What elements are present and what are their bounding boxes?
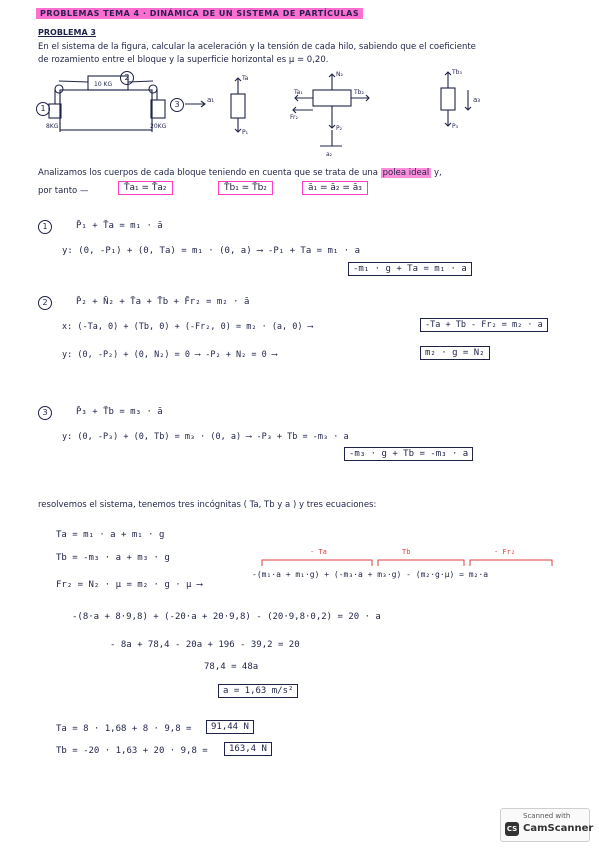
fbd-ta1-label: Ta₁ (294, 89, 303, 96)
block-2-y-eq: y: (0, -P₂) + (0, N₂) = 0 ⟶ -P₂ + N₂ = 0 ⟶ (62, 350, 277, 360)
analysis-line-2: por tanto — (38, 186, 89, 196)
solve-expanded-eq: - 8a + 78,4 - 20a + 196 - 39,2 = 20 (110, 640, 300, 650)
solve-ta-expr: Ta = m₁ · a + m₁ · g (56, 530, 165, 540)
block-1-marker: 1 (38, 220, 52, 234)
solve-simplified-eq: 78,4 = 48a (204, 662, 259, 672)
block-3-y-eq: y: (0, -P₃) + (0, Tb) = m₃ · (0, a) ⟶ -P₃ + Tb = -m₃ · a (62, 432, 349, 442)
block-2-marker: 2 (38, 296, 52, 310)
brace-label-fr: - Fr₂ (494, 548, 516, 556)
figure-marker-1: 1 (36, 102, 50, 116)
tb-calc: Tb = -20 · 1,63 + 20 · 9,8 = (56, 746, 208, 756)
statement-line-2: de rozamiento entre el bloque y la superficie horizontal es μ = 0,20. (38, 55, 329, 65)
mass-top-label: 10 KG (94, 81, 113, 88)
ta-calc: Ta = 8 · 1,68 + 8 · 9,8 = (56, 724, 192, 734)
system-figure (0, 66, 599, 166)
ta-result: 91,44 N (206, 720, 254, 734)
solve-fr-expr: Fr₂ = N₂ · μ = m₂ · g · μ ⟶ (56, 580, 203, 590)
problem-label: PROBLEMA 3 (38, 28, 96, 37)
fbd-fr2-label: Fr₂ (290, 114, 298, 121)
ideal-pulley-highlight: polea ideal (382, 168, 430, 178)
solve-substitution: -(m₁·a + m₁·g) + (-m₃·a + m₃·g) - (m₂·g·μ) = m₂·a (252, 570, 489, 579)
block-1-y-eq: y: (0, -P₁) + (0, Ta) = m₁ · (0, a) ⟶ -P₁ + Ta = m₁ · a (62, 246, 361, 256)
block-2-vector-eq: P̄₂ + N̄₂ + T̄a + T̄b + F̄r₂ = m₂ · ā (76, 297, 250, 307)
scanned-with-label: Scanned with (523, 812, 571, 820)
statement-line-1: En el sistema de la figura, calcular la aceleración y la tensión de cada hilo, sabiendo que el coeficiente (38, 42, 476, 52)
solve-tb-expr: Tb = -m₃ · a + m₃ · g (56, 553, 170, 563)
acceleration-equality: ā₁ = ā₂ = ā₃ (302, 181, 368, 195)
block-3-marker: 3 (38, 406, 52, 420)
camscanner-logo-icon: CS (505, 822, 519, 836)
fbd-a3-label: a₃ (473, 96, 481, 104)
block-2-x-result: -Ta + Tb - Fr₂ = m₂ · a (420, 318, 548, 332)
fbd-tb3-label: Tb₃ (452, 69, 462, 76)
mass-left-label: 8KG (46, 123, 59, 130)
solve-intro: resolvemos el sistema, tenemos tres incógnitas ( Ta, Tb y a ) y tres ecuaciones: (38, 500, 377, 510)
figure-marker-3: 3 (170, 98, 184, 112)
block-2-y-result: m₂ · g = N₂ (420, 346, 490, 360)
red-braces (0, 556, 599, 568)
brace-label-tb: Tb (402, 548, 411, 556)
tb-result: 163,4 N (224, 742, 272, 756)
camscanner-badge (500, 808, 594, 842)
tension-a-equality: T̄a₁ = T̄a₂ (118, 181, 173, 195)
solve-numeric-eq: -(8·a + 8·9,8) + (-20·a + 20·9,8) - (20·9,8·0,2) = 20 · a (72, 612, 381, 622)
acceleration-result: a = 1,63 m/s² (218, 684, 298, 698)
fbd-n2-label: N₂ (336, 71, 343, 78)
analysis-text: Analizamos los cuerpos de cada bloque teniendo en cuenta que se trata de una (38, 168, 378, 178)
page-title: PROBLEMAS TEMA 4 · DINÁMICA DE UN SISTEMA DE PARTÍCULAS (36, 8, 363, 19)
fbd-p2-label: P₂ (336, 125, 343, 132)
block-1-result: -m₁ · g + Ta = m₁ · a (348, 262, 472, 276)
block-3-result: -m₃ · g + Tb = -m₃ · a (344, 447, 473, 461)
analysis-text-end: y, (434, 168, 442, 178)
fbd-tb2-label: Tb₂ (354, 89, 364, 96)
block-2-x-eq: x: (-Ta, 0) + (Tb, 0) + (-Fr₂, 0) = m₂ · (a, 0) ⟶ (62, 322, 313, 332)
figure-marker-2: 2 (120, 71, 134, 85)
fbd-p3-label: P₃ (452, 123, 459, 130)
camscanner-label: CamScanner (523, 823, 594, 834)
block-1-vector-eq: P̄₁ + T̄a = m₁ · ā (76, 221, 163, 231)
analysis-line-1 (38, 168, 442, 178)
mass-right-label: 20KG (150, 123, 167, 130)
fbd-a1-label: a₁ (207, 96, 215, 104)
tension-b-equality: T̄b₁ = T̄b₂ (218, 181, 273, 195)
brace-label-ta: - Ta (310, 548, 327, 556)
block-3-vector-eq: P̄₃ + T̄b = m₃ · ā (76, 407, 163, 417)
fbd-a2-label: a₂ (326, 151, 333, 158)
fbd-ta-label: Ta (242, 75, 249, 82)
fbd-p1-label: P₁ (242, 129, 249, 136)
